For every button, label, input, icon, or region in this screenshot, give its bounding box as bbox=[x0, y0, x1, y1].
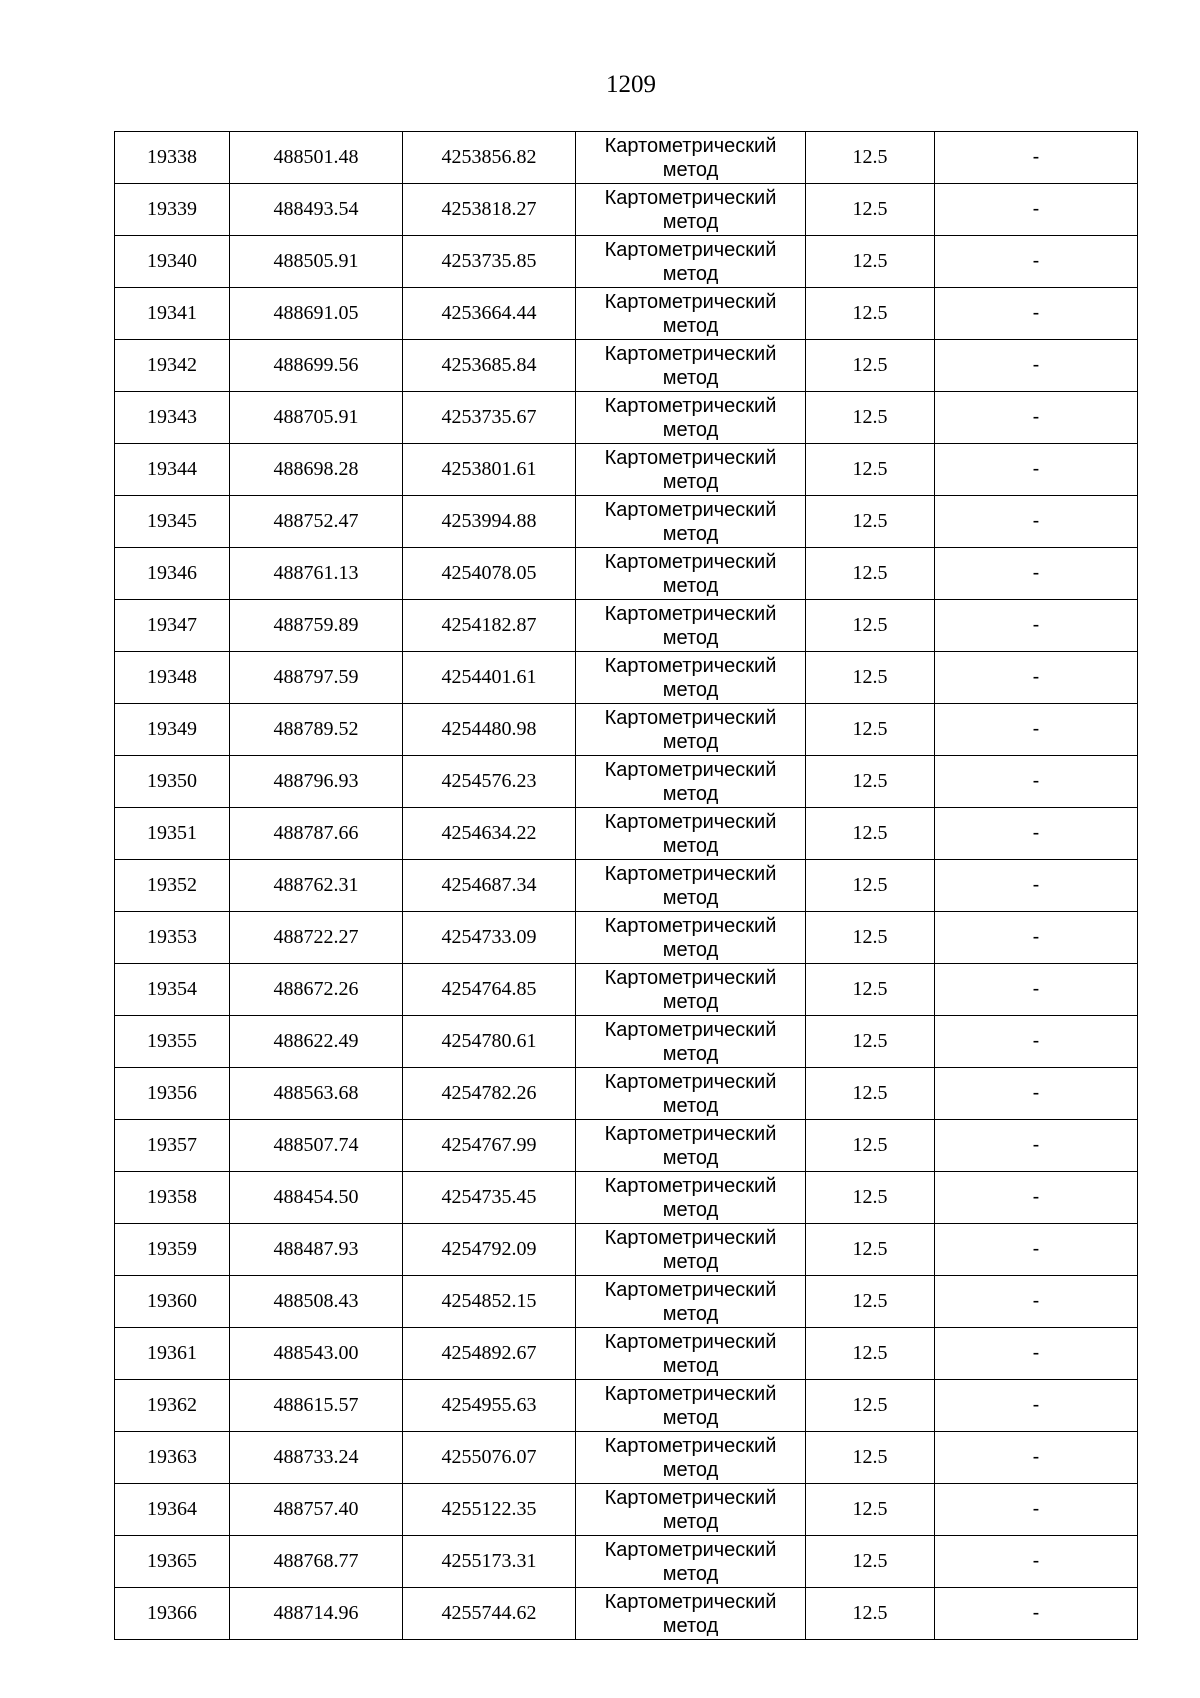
point-id-cell: 19348 bbox=[115, 652, 230, 704]
method-cell bbox=[576, 1276, 806, 1328]
accuracy-cell: 12.5 bbox=[806, 1328, 935, 1380]
method-line-2: метод bbox=[662, 730, 719, 753]
point-id-cell: 19365 bbox=[115, 1536, 230, 1588]
method-line-1: Картометрический bbox=[604, 706, 777, 729]
y-coordinate-cell: 4253801.61 bbox=[403, 444, 576, 496]
table-row bbox=[115, 132, 1138, 184]
method-cell bbox=[576, 132, 806, 184]
method-line-2: метод bbox=[662, 626, 719, 649]
x-coordinate-cell: 488789.52 bbox=[230, 704, 403, 756]
method-line-1: Картометрический bbox=[604, 914, 777, 937]
y-coordinate-cell: 4254480.98 bbox=[403, 704, 576, 756]
note-cell: - bbox=[935, 808, 1138, 860]
method-line-2: метод bbox=[662, 1198, 719, 1221]
y-coordinate-cell: 4255173.31 bbox=[403, 1536, 576, 1588]
y-coordinate-cell: 4253994.88 bbox=[403, 496, 576, 548]
page-number: 1209 bbox=[606, 71, 656, 98]
point-id-cell: 19361 bbox=[115, 1328, 230, 1380]
table-row bbox=[115, 704, 1138, 756]
table-row bbox=[115, 236, 1138, 288]
method-line-1: Картометрический bbox=[604, 1382, 777, 1405]
note-cell: - bbox=[935, 1172, 1138, 1224]
method-line-2: метод bbox=[662, 1094, 719, 1117]
method-line-1: Картометрический bbox=[604, 342, 777, 365]
x-coordinate-cell: 488714.96 bbox=[230, 1588, 403, 1640]
note-cell: - bbox=[935, 1068, 1138, 1120]
y-coordinate-cell: 4254687.34 bbox=[403, 860, 576, 912]
method-line-1: Картометрический bbox=[604, 186, 777, 209]
point-id-cell: 19344 bbox=[115, 444, 230, 496]
method-line-2: метод bbox=[662, 1302, 719, 1325]
x-coordinate-cell: 488487.93 bbox=[230, 1224, 403, 1276]
table-row bbox=[115, 1120, 1138, 1172]
method-line-2: метод bbox=[662, 522, 719, 545]
x-coordinate-cell: 488759.89 bbox=[230, 600, 403, 652]
point-id-cell: 19362 bbox=[115, 1380, 230, 1432]
method-line-2: метод bbox=[662, 1146, 719, 1169]
accuracy-cell: 12.5 bbox=[806, 1016, 935, 1068]
x-coordinate-cell: 488797.59 bbox=[230, 652, 403, 704]
method-cell bbox=[576, 184, 806, 236]
y-coordinate-cell: 4254764.85 bbox=[403, 964, 576, 1016]
method-cell bbox=[576, 392, 806, 444]
accuracy-cell: 12.5 bbox=[806, 600, 935, 652]
x-coordinate-cell: 488508.43 bbox=[230, 1276, 403, 1328]
note-cell: - bbox=[935, 444, 1138, 496]
accuracy-cell: 12.5 bbox=[806, 756, 935, 808]
method-cell bbox=[576, 1120, 806, 1172]
table-row bbox=[115, 496, 1138, 548]
method-line-2: метод bbox=[662, 782, 719, 805]
table-row bbox=[115, 1068, 1138, 1120]
x-coordinate-cell: 488454.50 bbox=[230, 1172, 403, 1224]
point-id-cell: 19340 bbox=[115, 236, 230, 288]
method-line-2: метод bbox=[662, 1458, 719, 1481]
x-coordinate-cell: 488505.91 bbox=[230, 236, 403, 288]
x-coordinate-cell: 488672.26 bbox=[230, 964, 403, 1016]
accuracy-cell: 12.5 bbox=[806, 1068, 935, 1120]
table-row bbox=[115, 652, 1138, 704]
accuracy-cell: 12.5 bbox=[806, 340, 935, 392]
x-coordinate-cell: 488698.28 bbox=[230, 444, 403, 496]
accuracy-cell: 12.5 bbox=[806, 1536, 935, 1588]
method-line-1: Картометрический bbox=[604, 654, 777, 677]
method-line-2: метод bbox=[662, 1406, 719, 1429]
method-line-1: Картометрический bbox=[604, 290, 777, 313]
note-cell: - bbox=[935, 236, 1138, 288]
note-cell: - bbox=[935, 600, 1138, 652]
method-line-1: Картометрический bbox=[604, 1174, 777, 1197]
y-coordinate-cell: 4254780.61 bbox=[403, 1016, 576, 1068]
note-cell: - bbox=[935, 184, 1138, 236]
accuracy-cell: 12.5 bbox=[806, 392, 935, 444]
table-body bbox=[115, 132, 1138, 1640]
note-cell: - bbox=[935, 964, 1138, 1016]
accuracy-cell: 12.5 bbox=[806, 704, 935, 756]
table-row bbox=[115, 860, 1138, 912]
table-row bbox=[115, 1224, 1138, 1276]
method-line-2: метод bbox=[662, 366, 719, 389]
table-row bbox=[115, 1484, 1138, 1536]
y-coordinate-cell: 4254735.45 bbox=[403, 1172, 576, 1224]
point-id-cell: 19358 bbox=[115, 1172, 230, 1224]
x-coordinate-cell: 488787.66 bbox=[230, 808, 403, 860]
method-line-1: Картометрический bbox=[604, 394, 777, 417]
method-line-2: метод bbox=[662, 938, 719, 961]
method-line-1: Картометрический bbox=[604, 498, 777, 521]
point-id-cell: 19356 bbox=[115, 1068, 230, 1120]
point-id-cell: 19346 bbox=[115, 548, 230, 600]
method-cell bbox=[576, 1484, 806, 1536]
method-cell bbox=[576, 1068, 806, 1120]
method-cell bbox=[576, 652, 806, 704]
note-cell: - bbox=[935, 288, 1138, 340]
method-cell bbox=[576, 704, 806, 756]
y-coordinate-cell: 4254182.87 bbox=[403, 600, 576, 652]
y-coordinate-cell: 4254733.09 bbox=[403, 912, 576, 964]
x-coordinate-cell: 488507.74 bbox=[230, 1120, 403, 1172]
note-cell: - bbox=[935, 1328, 1138, 1380]
table-row bbox=[115, 1328, 1138, 1380]
point-id-cell: 19342 bbox=[115, 340, 230, 392]
method-line-2: метод bbox=[662, 262, 719, 285]
accuracy-cell: 12.5 bbox=[806, 288, 935, 340]
table-row bbox=[115, 964, 1138, 1016]
accuracy-cell: 12.5 bbox=[806, 1120, 935, 1172]
method-line-2: метод bbox=[662, 574, 719, 597]
point-id-cell: 19349 bbox=[115, 704, 230, 756]
y-coordinate-cell: 4253818.27 bbox=[403, 184, 576, 236]
table-row bbox=[115, 1536, 1138, 1588]
method-cell bbox=[576, 1224, 806, 1276]
note-cell: - bbox=[935, 912, 1138, 964]
method-cell bbox=[576, 496, 806, 548]
point-id-cell: 19338 bbox=[115, 132, 230, 184]
y-coordinate-cell: 4254852.15 bbox=[403, 1276, 576, 1328]
x-coordinate-cell: 488699.56 bbox=[230, 340, 403, 392]
method-cell bbox=[576, 236, 806, 288]
method-line-1: Картометрический bbox=[604, 446, 777, 469]
y-coordinate-cell: 4254782.26 bbox=[403, 1068, 576, 1120]
method-line-1: Картометрический bbox=[604, 1486, 777, 1509]
note-cell: - bbox=[935, 1016, 1138, 1068]
note-cell: - bbox=[935, 496, 1138, 548]
point-id-cell: 19363 bbox=[115, 1432, 230, 1484]
method-cell bbox=[576, 444, 806, 496]
method-cell bbox=[576, 808, 806, 860]
table-row bbox=[115, 1380, 1138, 1432]
table-row bbox=[115, 1172, 1138, 1224]
method-line-2: метод bbox=[662, 1510, 719, 1533]
table-row bbox=[115, 288, 1138, 340]
point-id-cell: 19354 bbox=[115, 964, 230, 1016]
method-cell bbox=[576, 1016, 806, 1068]
note-cell: - bbox=[935, 1432, 1138, 1484]
point-id-cell: 19341 bbox=[115, 288, 230, 340]
x-coordinate-cell: 488493.54 bbox=[230, 184, 403, 236]
method-line-1: Картометрический bbox=[604, 1434, 777, 1457]
accuracy-cell: 12.5 bbox=[806, 964, 935, 1016]
accuracy-cell: 12.5 bbox=[806, 1484, 935, 1536]
method-cell bbox=[576, 1536, 806, 1588]
y-coordinate-cell: 4254892.67 bbox=[403, 1328, 576, 1380]
accuracy-cell: 12.5 bbox=[806, 1588, 935, 1640]
method-line-1: Картометрический bbox=[604, 602, 777, 625]
x-coordinate-cell: 488563.68 bbox=[230, 1068, 403, 1120]
method-line-1: Картометрический bbox=[604, 1122, 777, 1145]
method-cell bbox=[576, 1588, 806, 1640]
y-coordinate-cell: 4255744.62 bbox=[403, 1588, 576, 1640]
method-line-2: метод bbox=[662, 314, 719, 337]
x-coordinate-cell: 488691.05 bbox=[230, 288, 403, 340]
note-cell: - bbox=[935, 548, 1138, 600]
y-coordinate-cell: 4254955.63 bbox=[403, 1380, 576, 1432]
x-coordinate-cell: 488752.47 bbox=[230, 496, 403, 548]
table-row bbox=[115, 1016, 1138, 1068]
table-row bbox=[115, 756, 1138, 808]
table-row bbox=[115, 1432, 1138, 1484]
point-id-cell: 19366 bbox=[115, 1588, 230, 1640]
accuracy-cell: 12.5 bbox=[806, 1432, 935, 1484]
method-cell bbox=[576, 964, 806, 1016]
method-line-2: метод bbox=[662, 1354, 719, 1377]
method-line-1: Картометрический bbox=[604, 966, 777, 989]
accuracy-cell: 12.5 bbox=[806, 1380, 935, 1432]
method-cell bbox=[576, 600, 806, 652]
method-line-1: Картометрический bbox=[604, 238, 777, 261]
x-coordinate-cell: 488615.57 bbox=[230, 1380, 403, 1432]
point-id-cell: 19339 bbox=[115, 184, 230, 236]
note-cell: - bbox=[935, 704, 1138, 756]
accuracy-cell: 12.5 bbox=[806, 496, 935, 548]
method-line-1: Картометрический bbox=[604, 758, 777, 781]
x-coordinate-cell: 488761.13 bbox=[230, 548, 403, 600]
method-line-1: Картометрический bbox=[604, 1278, 777, 1301]
point-id-cell: 19355 bbox=[115, 1016, 230, 1068]
point-id-cell: 19364 bbox=[115, 1484, 230, 1536]
x-coordinate-cell: 488622.49 bbox=[230, 1016, 403, 1068]
accuracy-cell: 12.5 bbox=[806, 184, 935, 236]
point-id-cell: 19347 bbox=[115, 600, 230, 652]
note-cell: - bbox=[935, 652, 1138, 704]
x-coordinate-cell: 488768.77 bbox=[230, 1536, 403, 1588]
x-coordinate-cell: 488733.24 bbox=[230, 1432, 403, 1484]
method-line-2: метод bbox=[662, 678, 719, 701]
note-cell: - bbox=[935, 392, 1138, 444]
accuracy-cell: 12.5 bbox=[806, 1224, 935, 1276]
accuracy-cell: 12.5 bbox=[806, 912, 935, 964]
method-line-2: метод bbox=[662, 886, 719, 909]
x-coordinate-cell: 488757.40 bbox=[230, 1484, 403, 1536]
note-cell: - bbox=[935, 340, 1138, 392]
accuracy-cell: 12.5 bbox=[806, 1172, 935, 1224]
method-line-2: метод bbox=[662, 1250, 719, 1273]
method-line-1: Картометрический bbox=[604, 134, 777, 157]
accuracy-cell: 12.5 bbox=[806, 444, 935, 496]
method-cell bbox=[576, 340, 806, 392]
method-line-1: Картометрический bbox=[604, 1018, 777, 1041]
table-row bbox=[115, 600, 1138, 652]
method-line-1: Картометрический bbox=[604, 810, 777, 833]
method-cell bbox=[576, 1380, 806, 1432]
method-cell bbox=[576, 1432, 806, 1484]
method-line-2: метод bbox=[662, 1562, 719, 1585]
method-line-1: Картометрический bbox=[604, 1590, 777, 1613]
point-id-cell: 19350 bbox=[115, 756, 230, 808]
note-cell: - bbox=[935, 1588, 1138, 1640]
table-row bbox=[115, 548, 1138, 600]
method-cell bbox=[576, 1328, 806, 1380]
table-row bbox=[115, 392, 1138, 444]
method-line-2: метод bbox=[662, 470, 719, 493]
y-coordinate-cell: 4254078.05 bbox=[403, 548, 576, 600]
accuracy-cell: 12.5 bbox=[806, 808, 935, 860]
note-cell: - bbox=[935, 1120, 1138, 1172]
point-id-cell: 19357 bbox=[115, 1120, 230, 1172]
point-id-cell: 19351 bbox=[115, 808, 230, 860]
method-line-2: метод bbox=[662, 834, 719, 857]
accuracy-cell: 12.5 bbox=[806, 548, 935, 600]
table-row bbox=[115, 184, 1138, 236]
y-coordinate-cell: 4254401.61 bbox=[403, 652, 576, 704]
method-cell bbox=[576, 756, 806, 808]
x-coordinate-cell: 488501.48 bbox=[230, 132, 403, 184]
method-cell bbox=[576, 860, 806, 912]
accuracy-cell: 12.5 bbox=[806, 652, 935, 704]
method-line-2: метод bbox=[662, 1614, 719, 1637]
method-line-1: Картометрический bbox=[604, 550, 777, 573]
method-line-2: метод bbox=[662, 158, 719, 181]
method-line-2: метод bbox=[662, 418, 719, 441]
y-coordinate-cell: 4255122.35 bbox=[403, 1484, 576, 1536]
note-cell: - bbox=[935, 1380, 1138, 1432]
table-row bbox=[115, 1588, 1138, 1640]
y-coordinate-cell: 4254576.23 bbox=[403, 756, 576, 808]
method-line-2: метод bbox=[662, 990, 719, 1013]
accuracy-cell: 12.5 bbox=[806, 236, 935, 288]
x-coordinate-cell: 488722.27 bbox=[230, 912, 403, 964]
note-cell: - bbox=[935, 132, 1138, 184]
method-cell bbox=[576, 548, 806, 600]
y-coordinate-cell: 4253664.44 bbox=[403, 288, 576, 340]
method-line-1: Картометрический bbox=[604, 1226, 777, 1249]
y-coordinate-cell: 4253685.84 bbox=[403, 340, 576, 392]
method-line-2: метод bbox=[662, 1042, 719, 1065]
table-row bbox=[115, 808, 1138, 860]
method-line-1: Картометрический bbox=[604, 1330, 777, 1353]
x-coordinate-cell: 488762.31 bbox=[230, 860, 403, 912]
coordinates-table bbox=[114, 131, 1138, 1640]
point-id-cell: 19360 bbox=[115, 1276, 230, 1328]
table-row bbox=[115, 912, 1138, 964]
y-coordinate-cell: 4253856.82 bbox=[403, 132, 576, 184]
point-id-cell: 19352 bbox=[115, 860, 230, 912]
y-coordinate-cell: 4254767.99 bbox=[403, 1120, 576, 1172]
method-cell bbox=[576, 288, 806, 340]
table-row bbox=[115, 1276, 1138, 1328]
point-id-cell: 19343 bbox=[115, 392, 230, 444]
accuracy-cell: 12.5 bbox=[806, 132, 935, 184]
x-coordinate-cell: 488543.00 bbox=[230, 1328, 403, 1380]
y-coordinate-cell: 4253735.67 bbox=[403, 392, 576, 444]
note-cell: - bbox=[935, 1276, 1138, 1328]
table-row bbox=[115, 444, 1138, 496]
point-id-cell: 19345 bbox=[115, 496, 230, 548]
y-coordinate-cell: 4254634.22 bbox=[403, 808, 576, 860]
note-cell: - bbox=[935, 1484, 1138, 1536]
point-id-cell: 19353 bbox=[115, 912, 230, 964]
table-row bbox=[115, 340, 1138, 392]
method-cell bbox=[576, 1172, 806, 1224]
y-coordinate-cell: 4254792.09 bbox=[403, 1224, 576, 1276]
method-cell bbox=[576, 912, 806, 964]
note-cell: - bbox=[935, 1536, 1138, 1588]
x-coordinate-cell: 488796.93 bbox=[230, 756, 403, 808]
accuracy-cell: 12.5 bbox=[806, 1276, 935, 1328]
y-coordinate-cell: 4253735.85 bbox=[403, 236, 576, 288]
method-line-1: Картометрический bbox=[604, 862, 777, 885]
x-coordinate-cell: 488705.91 bbox=[230, 392, 403, 444]
method-line-1: Картометрический bbox=[604, 1538, 777, 1561]
accuracy-cell: 12.5 bbox=[806, 860, 935, 912]
point-id-cell: 19359 bbox=[115, 1224, 230, 1276]
method-line-1: Картометрический bbox=[604, 1070, 777, 1093]
y-coordinate-cell: 4255076.07 bbox=[403, 1432, 576, 1484]
note-cell: - bbox=[935, 860, 1138, 912]
note-cell: - bbox=[935, 1224, 1138, 1276]
method-line-2: метод bbox=[662, 210, 719, 233]
note-cell: - bbox=[935, 756, 1138, 808]
